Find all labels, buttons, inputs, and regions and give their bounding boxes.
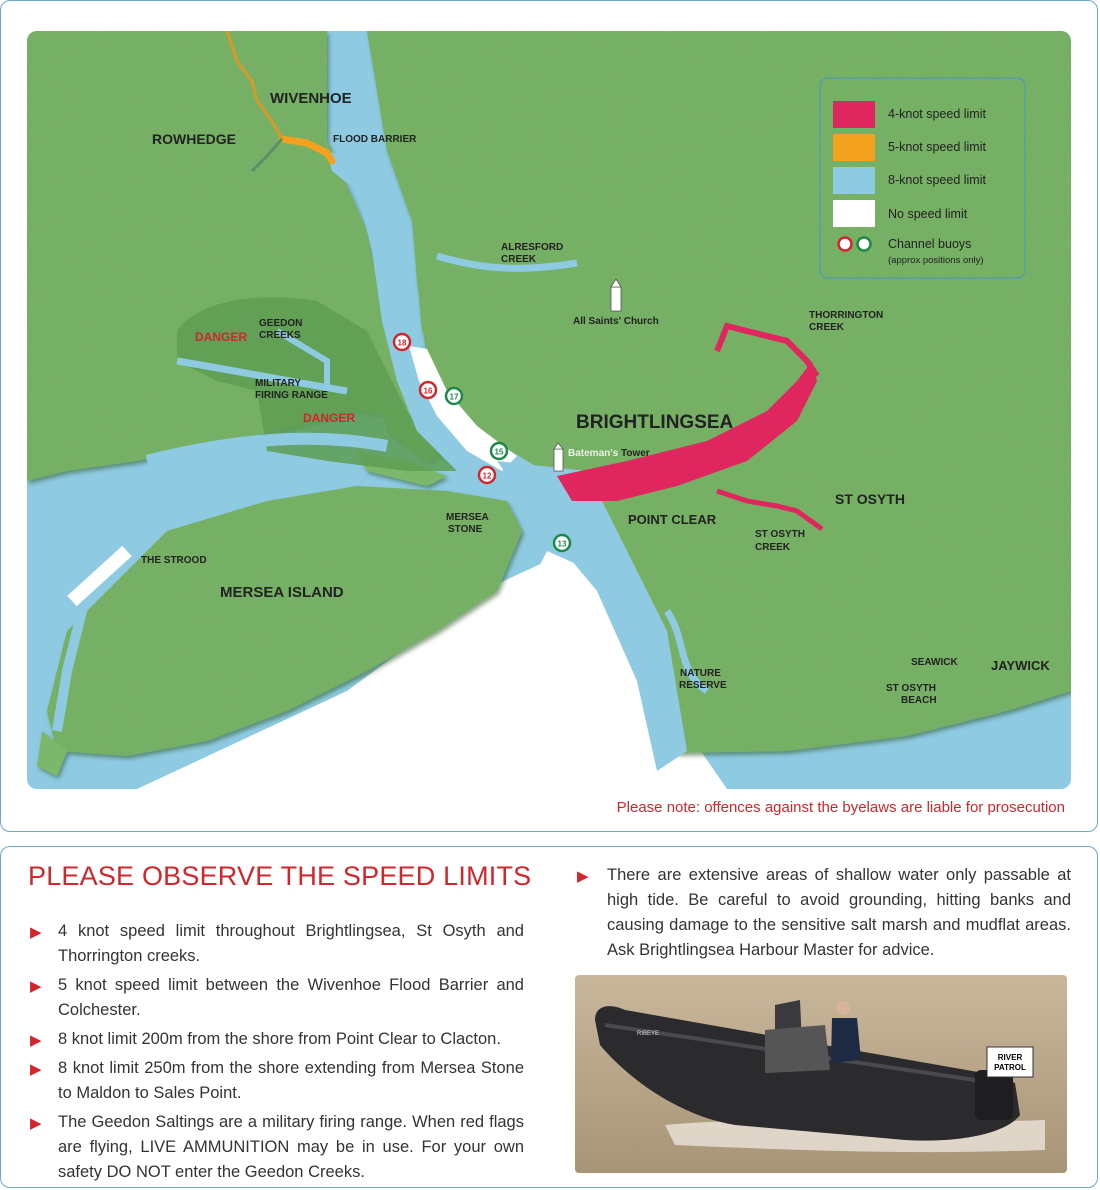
shallow-water-advice: ▶ There are extensive areas of shallow water only passable at high tide. Be careful to avoid grounding, hitting banks and causing damage to the sensitive salt marsh and mudflat areas. Ask Brightlingsea Harbour Master for advice. (577, 866, 1071, 959)
label-geedon-creeks-1: GEEDON (259, 318, 303, 329)
legend-5-knot: 5-knot speed limit (888, 140, 986, 154)
label-mersea-stone-2: STONE (448, 524, 483, 535)
label-flood-barrier: FLOOD BARRIER (333, 134, 417, 145)
boat-brand: RIBEYE (637, 1031, 660, 1037)
speed-rules-list (28, 919, 524, 1189)
svg-text:17: 17 (449, 392, 459, 402)
legend-red-buoy-icon (839, 238, 852, 251)
rule-item: ▶ 5 knot speed limit between the Wivenhoe Flood Barrier and Colchester. (30, 976, 524, 1019)
legend-swatch-no-limit (833, 200, 875, 227)
label-mersea-stone-1: MERSEA (446, 512, 489, 523)
label-st-osyth-creek-1: ST OSYTH (755, 529, 806, 540)
bullet-arrow-icon: ▶ (30, 978, 42, 995)
river-patrol-sign-2: PATROL (994, 1063, 1026, 1072)
label-seawick: SEAWICK (911, 657, 958, 668)
label-nature-reserve-2: RESERVE (679, 680, 727, 691)
label-brightlingsea: BRIGHTLINGSEA (576, 412, 734, 433)
legend-4-knot: 4-knot speed limit (888, 107, 986, 121)
bullet-arrow-icon: ▶ (30, 924, 42, 941)
label-firing-range-2: FIRING RANGE (255, 390, 328, 401)
label-point-clear: POINT CLEAR (628, 512, 717, 527)
legend-swatch-8-knot (833, 167, 875, 194)
label-st-osyth-beach-2: BEACH (901, 695, 937, 706)
label-thorrington-creek-2: CREEK (809, 322, 845, 333)
bullet-arrow-icon: ▶ (577, 868, 589, 885)
label-firing-range-1: MILITARY (255, 378, 302, 389)
label-danger-1: DANGER (195, 330, 248, 344)
legend-8-knot: 8-knot speed limit (888, 173, 986, 187)
bullet-arrow-icon: ▶ (30, 1061, 42, 1078)
speed-limit-map (27, 31, 1071, 789)
buoy-17 (446, 388, 462, 404)
label-rowhedge: ROWHEDGE (152, 131, 236, 147)
speed-limits-title: PLEASE OBSERVE THE SPEED LIMITS (28, 861, 532, 891)
label-danger-2: DANGER (303, 411, 356, 425)
legend-buoys-note: (approx positions only) (888, 255, 984, 266)
buoy-13 (554, 535, 570, 551)
label-batemans-tower: Bateman's Tower (568, 448, 650, 459)
buoy-12 (479, 467, 495, 483)
river-patrol-sign-1: RIVER (997, 1053, 1023, 1062)
label-jaywick: JAYWICK (991, 658, 1050, 673)
legend-swatch-5-knot (833, 134, 875, 161)
legend-no-limit: No speed limit (888, 207, 968, 221)
legend-buoys: Channel buoys (888, 237, 972, 251)
legend-green-buoy-icon (858, 238, 871, 251)
buoy-18 (394, 334, 410, 350)
label-church: All Saints' Church (573, 316, 659, 327)
buoy-16 (420, 382, 436, 398)
prosecution-notice: Please note: offences against the byelaws are liable for prosecution (616, 799, 1065, 816)
rule-item: ▶ 8 knot limit 250m from the shore extending from Mersea Stone to Maldon to Sales Point. (30, 1059, 524, 1102)
label-st-osyth-beach-1: ST OSYTH (886, 683, 937, 694)
label-thorrington-creek-1: THORRINGTON (809, 310, 884, 321)
svg-text:12: 12 (482, 471, 492, 481)
svg-text:16: 16 (423, 386, 433, 396)
buoy-15 (491, 443, 507, 459)
label-nature-reserve-1: NATURE (680, 668, 721, 679)
label-st-osyth: ST OSYTH (835, 491, 906, 507)
label-st-osyth-creek-2: CREEK (755, 542, 791, 553)
legend-swatch-4-knot (833, 101, 875, 128)
bullet-arrow-icon: ▶ (30, 1032, 42, 1049)
info-panel (0, 846, 1098, 1188)
label-geedon-creeks-2: CREEKS (259, 330, 301, 341)
rule-item: ▶ The Geedon Saltings are a military firing range. When red flags are flying, LIVE AMMUNITION may be in use. For your own safety DO NOT enter the Geedon Creeks. (30, 1113, 524, 1181)
label-alresford-creek-1: ALRESFORD (501, 242, 564, 253)
river-patrol-photo (575, 975, 1067, 1173)
label-alresford-creek-2: CREEK (501, 254, 537, 265)
rule-item: ▶ 8 knot limit 200m from the shore from Point Clear to Clacton. (28, 1027, 524, 1052)
svg-text:13: 13 (557, 539, 567, 549)
svg-text:15: 15 (494, 447, 504, 457)
rule-item: ▶ 4 knot speed limit throughout Brightlingsea, St Osyth and Thorrington creeks. (30, 922, 524, 965)
bullet-arrow-icon: ▶ (30, 1115, 42, 1132)
svg-text:18: 18 (397, 338, 407, 348)
label-the-strood: THE STROOD (141, 555, 207, 566)
tower-icon (554, 443, 563, 471)
label-mersea-island: MERSEA ISLAND (220, 584, 344, 601)
label-wivenhoe: WIVENHOE (270, 90, 352, 107)
